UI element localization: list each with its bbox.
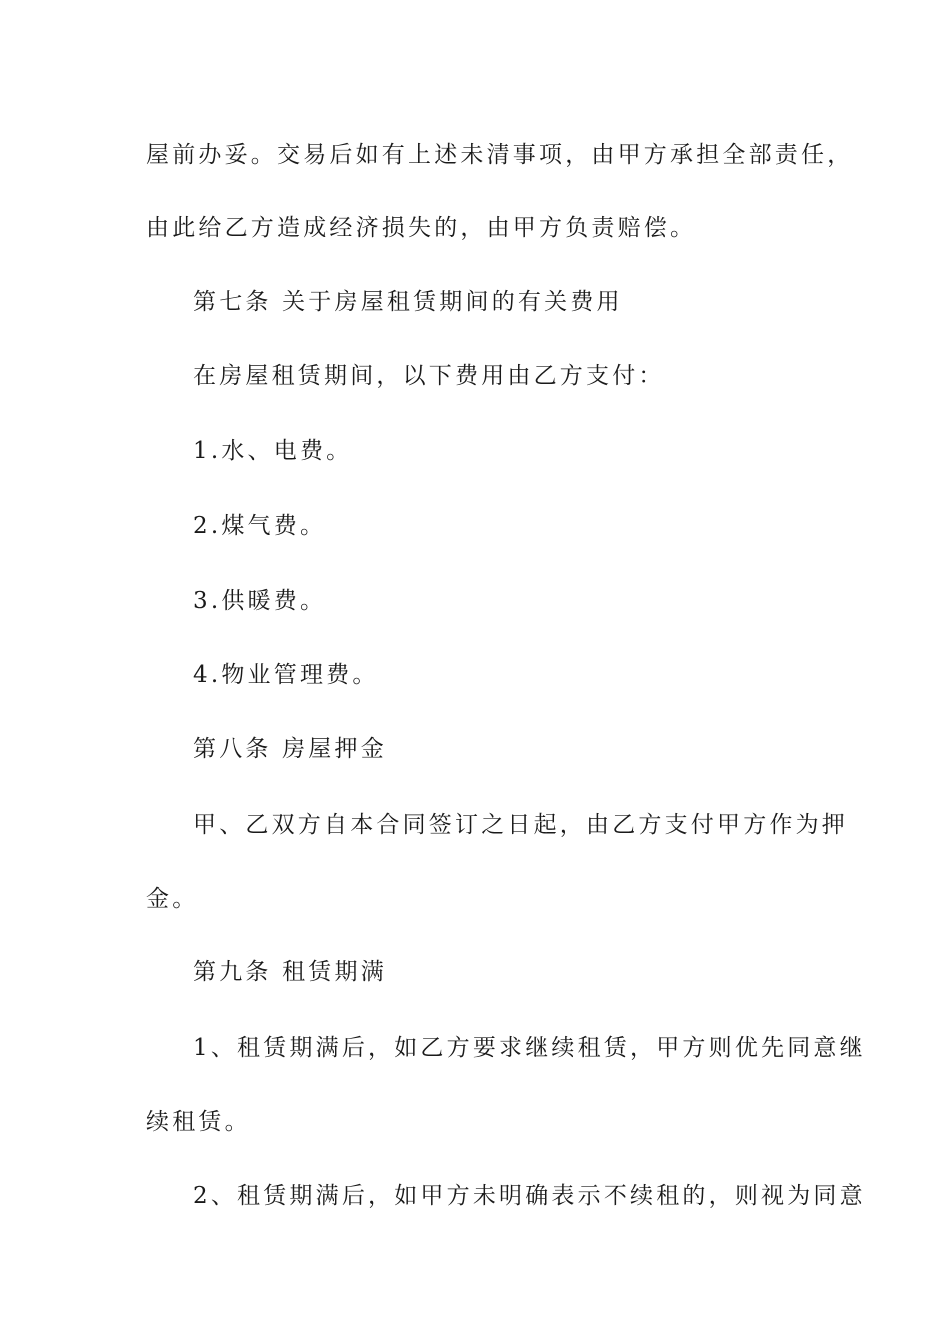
list-item: 1.水、电费。 — [193, 438, 353, 464]
article-heading: 第九条 租赁期满 — [193, 959, 387, 985]
paragraph-line: 在房屋租赁期间，以下费用由乙方支付： — [193, 363, 665, 389]
paragraph-line: 续租赁。 — [146, 1109, 251, 1135]
article-heading: 第七条 关于房屋租赁期间的有关费用 — [193, 289, 623, 315]
paragraph-line: 甲、乙双方自本合同签订之日起，由乙方支付甲方作为押 — [193, 812, 848, 838]
paragraph-line: 2、租赁期满后，如甲方未明确表示不续租的，则视为同意 — [193, 1183, 866, 1209]
paragraph-line: 1、租赁期满后，如乙方要求继续租赁，甲方则优先同意继 — [193, 1035, 866, 1061]
paragraph-line: 金。 — [146, 886, 199, 912]
paragraph-line: 屋前办妥。交易后如有上述未清事项，由甲方承担全部责任， — [146, 142, 854, 168]
list-item: 3.供暖费。 — [193, 588, 327, 614]
list-item: 2.煤气费。 — [193, 513, 327, 539]
paragraph-line: 由此给乙方造成经济损失的，由甲方负责赔偿。 — [146, 215, 697, 241]
article-heading: 第八条 房屋押金 — [193, 736, 387, 762]
list-item: 4.物业管理费。 — [193, 662, 379, 688]
